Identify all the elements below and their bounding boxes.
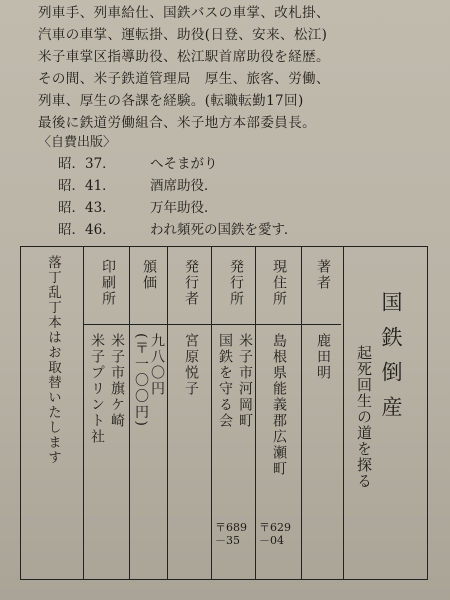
column-divider [211, 247, 212, 579]
postal-code-line: －04 [259, 534, 284, 547]
publisher-postal-code [215, 521, 247, 547]
publisher-office-name: 国鉄を守る会 [217, 333, 233, 429]
publication-year: 昭．41． [58, 178, 116, 194]
publication-item [58, 196, 297, 218]
publication-item [58, 174, 297, 196]
column-divider [129, 247, 130, 579]
publisher-person-name: 宮原悦子 [183, 333, 199, 397]
column-divider [167, 247, 168, 579]
price-postage: (〒一〇〇円) [133, 333, 149, 428]
publisher-office-address: 米子市河岡町 [237, 333, 253, 429]
label-divider [83, 324, 341, 325]
postal-code-line: 〒689 [215, 521, 247, 534]
bio-line: 米子車掌区指導助役、松江駅首席助役を経歴。 [38, 49, 330, 65]
price-value: 九八〇円 [149, 333, 165, 397]
publication-item [58, 152, 297, 174]
publication-year: 昭．46． [58, 222, 116, 238]
author-label: 著者 [315, 259, 331, 291]
colophon-box [20, 246, 428, 580]
publication-title: 酒席助役． [150, 178, 218, 194]
book-subtitle: 起死回生の道を探る [355, 345, 373, 489]
author-address: 島根県能義郡広瀬町 [271, 333, 287, 477]
column-divider [83, 247, 84, 579]
bio-line: その間、米子鉄道管理局 厚生、旅客、労働、 [38, 71, 330, 87]
author-biography [38, 2, 438, 134]
postal-code-line: 〒629 [259, 521, 291, 534]
publication-year: 昭．43． [58, 200, 116, 216]
bio-line: 最後に鉄道労働組合、米子地方本部委員長。 [38, 115, 316, 131]
printer-address: 米子市旗ケ崎 [109, 333, 125, 429]
printer-label: 印刷所 [100, 259, 116, 307]
bio-line: 列車手、列車給仕、国鉄バスの車掌、改札掛、 [38, 5, 330, 21]
address-postal-code [259, 521, 291, 547]
publication-title: 万年助役． [150, 200, 218, 216]
publications-heading: 〈自費出版〉 [38, 135, 117, 150]
column-divider [343, 247, 344, 579]
publisher-person-label: 発行者 [183, 259, 199, 307]
price-label: 頒価 [141, 259, 157, 291]
publication-item [58, 218, 297, 240]
publication-title: へそまがり [150, 156, 218, 172]
address-label: 現住所 [271, 259, 287, 307]
postal-code-line: －35 [215, 534, 240, 547]
column-divider [301, 247, 302, 579]
publication-year: 昭．37． [58, 156, 116, 172]
publisher-office-label: 発行所 [228, 259, 244, 307]
printer-name: 米子プリント社 [89, 333, 105, 445]
book-title: 国鉄倒産 [379, 291, 403, 431]
publication-list [58, 152, 297, 240]
publication-title: われ頻死の国鉄を愛す． [150, 222, 298, 238]
bio-line: 汽車の車掌、運転掛、助役(日登、安来、松江) [38, 27, 328, 43]
author-name: 鹿田明 [315, 333, 331, 381]
replacement-notice: 落丁乱丁本はお取替いたします [45, 255, 61, 465]
column-divider [255, 247, 256, 579]
bio-line: 列車、厚生の各課を経験。(転職転勤17回) [38, 93, 304, 109]
